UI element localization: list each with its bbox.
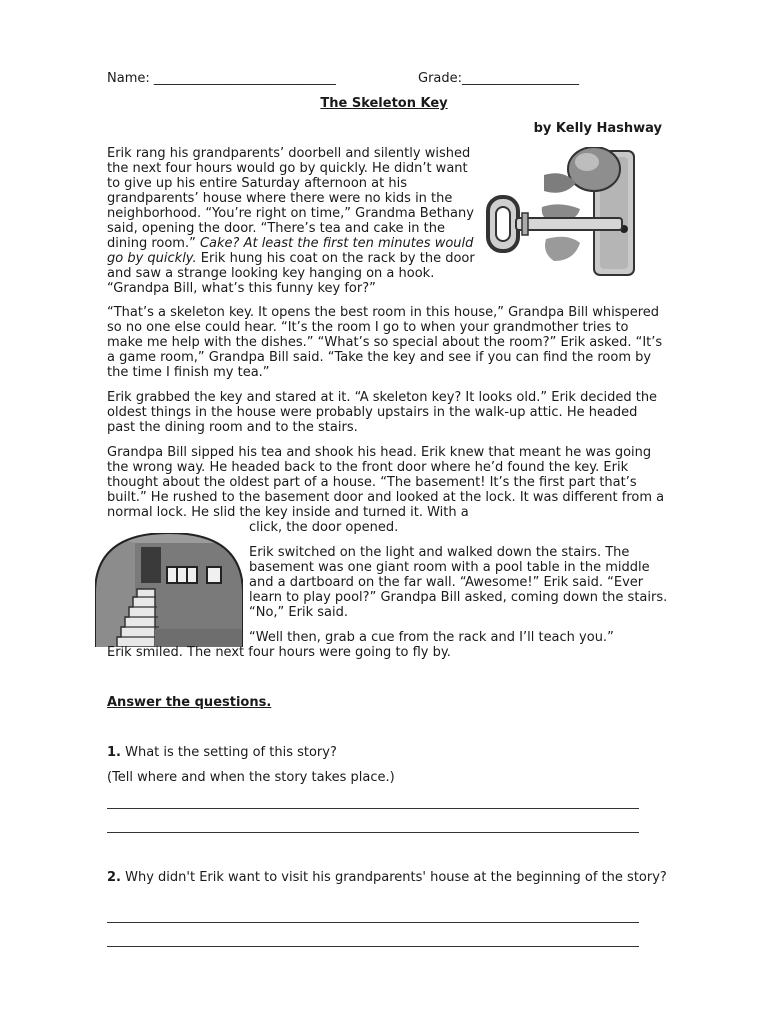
story-paragraph-3: Erik grabbed the key and stared at it. “A skeleton key? It looks old.” Erik decided the oldest things in the house were probably upstairs in the walk-up attic. He headed past the dining room and to the stairs.	[107, 390, 658, 435]
question-1-number: 1.	[107, 745, 121, 760]
paragraph-1-text-a: Erik rang his grandparents’ doorbell and silently wished the next four hours would go by quickly. He didn’t want to give up his entire Saturday afternoon at his grandparents’ house where there were no kids in the neighborhood. “You’re right on time,” Grandma Bethany said, opening the door. “There’s tea and cake in the dining room.”	[107, 146, 474, 251]
question-1-note: (Tell where and when the story takes place.)	[107, 770, 395, 785]
question-2	[107, 870, 667, 885]
answer-line-2a[interactable]	[107, 922, 639, 923]
answer-line-1b[interactable]	[107, 832, 639, 833]
story-paragraph-4: Grandpa Bill sipped his tea and shook his head. Erik knew that meant he was going the wrong way. He headed back to the front door where he’d found the key. Erik thought about the oldest part of a house. “The basement! It’s the first part that’s built.” He rushed to the basement door and looked at the lock. It was different from a normal lock. He slid the key inside and turned it. With a	[107, 445, 665, 520]
story-paragraph-4-end: click, the door opened.	[249, 520, 399, 535]
story-byline: by Kelly Hashway	[533, 121, 662, 136]
story-title: The Skeleton Key	[320, 96, 448, 111]
story-paragraph-5: Erik switched on the light and walked down the stairs. The basement was one giant room with a pool table in the middle and a dartboard on the far wall. “Awesome!” Erik said. “Ever learn to play pool?” Grandpa Bill asked, coming down the stairs. “No,” Erik said.	[249, 545, 668, 620]
question-2-text: Why didn't Erik want to visit his grandparents' house at the beginning of the story?	[120, 870, 667, 885]
basement-stairs-illustration	[95, 533, 243, 647]
skeleton-key-in-door-illustration	[484, 147, 664, 279]
question-1-text: What is the setting of this story?	[120, 745, 337, 760]
answer-line-2b[interactable]	[107, 946, 639, 947]
name-field[interactable]: Name: ____________________________	[107, 71, 336, 86]
question-1	[107, 745, 337, 760]
questions-heading: Answer the questions.	[107, 695, 272, 710]
paragraph-1-italic-thought: Cake? At least the first ten minutes would go by quickly.	[107, 236, 474, 266]
story-paragraph-2: “That’s a skeleton key. It opens the best room in this house,” Grandpa Bill whispered so no one else could hear. “It’s the room I go to when your grandmother tries to make me help with the dishes.” “What’s so special about the room?” Erik asked. “It’s a game room,” Grandpa Bill said. “Take the key and see if you can find the room by the time I finish my tea.”	[107, 305, 663, 380]
grade-field[interactable]: Grade:__________________	[418, 71, 580, 86]
story-paragraph-6-line-1: “Well then, grab a cue from the rack and I’ll teach you.”	[249, 630, 614, 645]
answer-line-1a[interactable]	[107, 808, 639, 809]
question-2-number: 2.	[107, 870, 121, 885]
story-paragraph-6-line-2: Erik smiled. The next four hours were going to fly by.	[107, 645, 451, 660]
story-paragraph-1	[107, 146, 477, 296]
paragraph-1-text-b: Erik hung his coat on the rack by the door and saw a strange looking key hanging on a hook. “Grandpa Bill, what’s this funny key for?”	[107, 251, 475, 296]
